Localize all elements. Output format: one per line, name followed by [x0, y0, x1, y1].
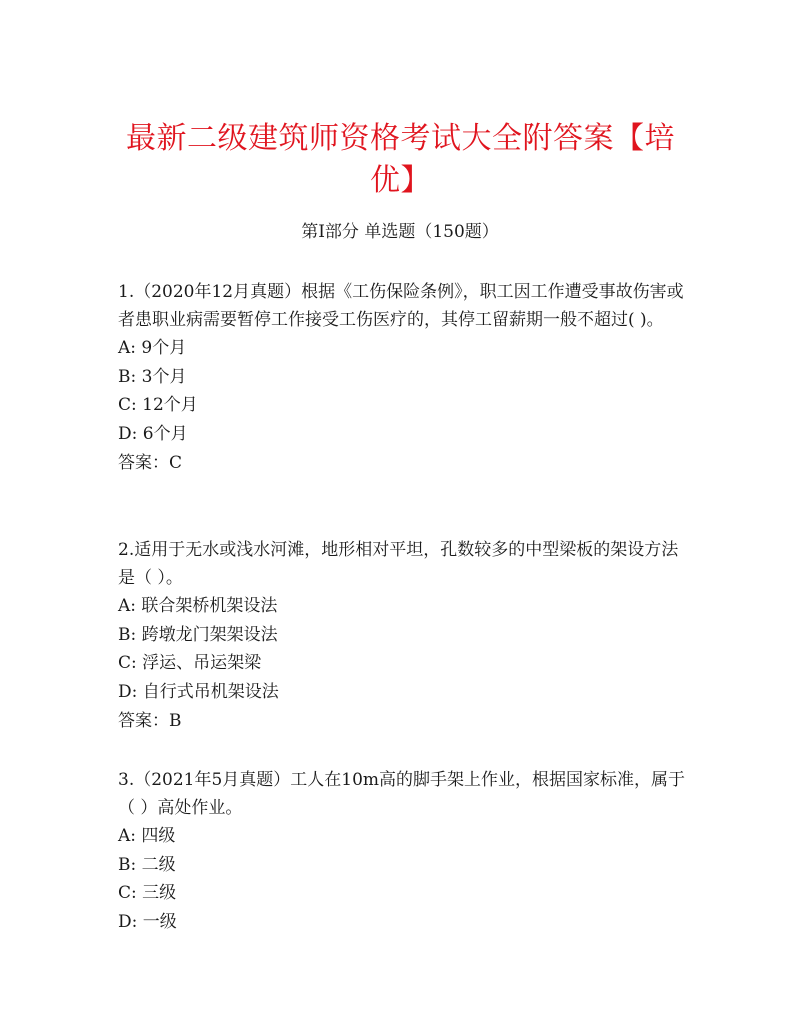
- option-d: [118, 908, 688, 937]
- option-text: 12个月: [142, 395, 198, 416]
- option-key: C:: [118, 653, 137, 674]
- option-text: 9个月: [141, 338, 187, 358]
- option-key: B:: [118, 366, 137, 387]
- option-key: A:: [118, 338, 137, 358]
- option-text: 一级: [142, 912, 177, 933]
- answer-line: [118, 707, 688, 736]
- answer-label: 答案：: [118, 452, 169, 473]
- option-text: 浮运、吊运架梁: [142, 653, 262, 674]
- question-1: [118, 278, 688, 477]
- option-text: 三级: [142, 883, 177, 904]
- option-c: [118, 391, 688, 420]
- option-key: C:: [118, 395, 137, 416]
- option-d: [118, 420, 688, 449]
- question-stem: 1.（2020年12月真题）根据《工伤保险条例》，职工因工作遭受事故伤害或者患职业病需要暂停工作接受工伤医疗的，其停工留薪期一般不超过( )。: [118, 282, 684, 330]
- option-key: A:: [118, 596, 137, 616]
- question-3: [118, 766, 688, 937]
- option-key: B:: [118, 854, 137, 875]
- option-a: [118, 592, 688, 621]
- answer-value: C: [169, 452, 183, 473]
- option-text: 3个月: [141, 366, 187, 387]
- option-text: 四级: [141, 826, 176, 846]
- option-text: 6个月: [142, 424, 188, 445]
- option-key: D:: [118, 912, 138, 933]
- option-key: C:: [118, 883, 137, 904]
- option-b: [118, 621, 688, 650]
- option-c: [118, 649, 688, 678]
- option-key: D:: [118, 424, 138, 445]
- option-b: [118, 851, 688, 880]
- option-key: B:: [118, 624, 137, 645]
- option-a: [118, 822, 688, 851]
- option-b: [118, 363, 688, 392]
- option-a: [118, 334, 688, 363]
- option-text: 联合架桥机架设法: [141, 596, 278, 616]
- document-title: 最新二级建筑师资格考试大全附答案【培优】: [126, 121, 675, 198]
- option-text: 跨墩龙门架架设法: [141, 624, 278, 645]
- answer-label: 答案：: [118, 710, 169, 731]
- question-stem: 3.（2021年5月真题）工人在10m高的脚手架上作业，根据国家标准，属于（ ）高处作业。: [118, 770, 686, 818]
- option-key: A:: [118, 826, 137, 846]
- option-text: 自行式吊机架设法: [142, 682, 279, 703]
- option-d: [118, 678, 688, 707]
- option-key: D:: [118, 682, 138, 703]
- section-heading: 第I部分 单选题（150题）: [301, 222, 499, 242]
- answer-value: B: [169, 710, 182, 731]
- question-2: [118, 536, 688, 735]
- question-stem: 2.适用于无水或浅水河滩，地形相对平坦，孔数较多的中型梁板的架设方法是（ ）。: [118, 540, 679, 588]
- answer-line: [118, 449, 688, 478]
- option-text: 二级: [141, 854, 176, 875]
- option-c: [118, 879, 688, 908]
